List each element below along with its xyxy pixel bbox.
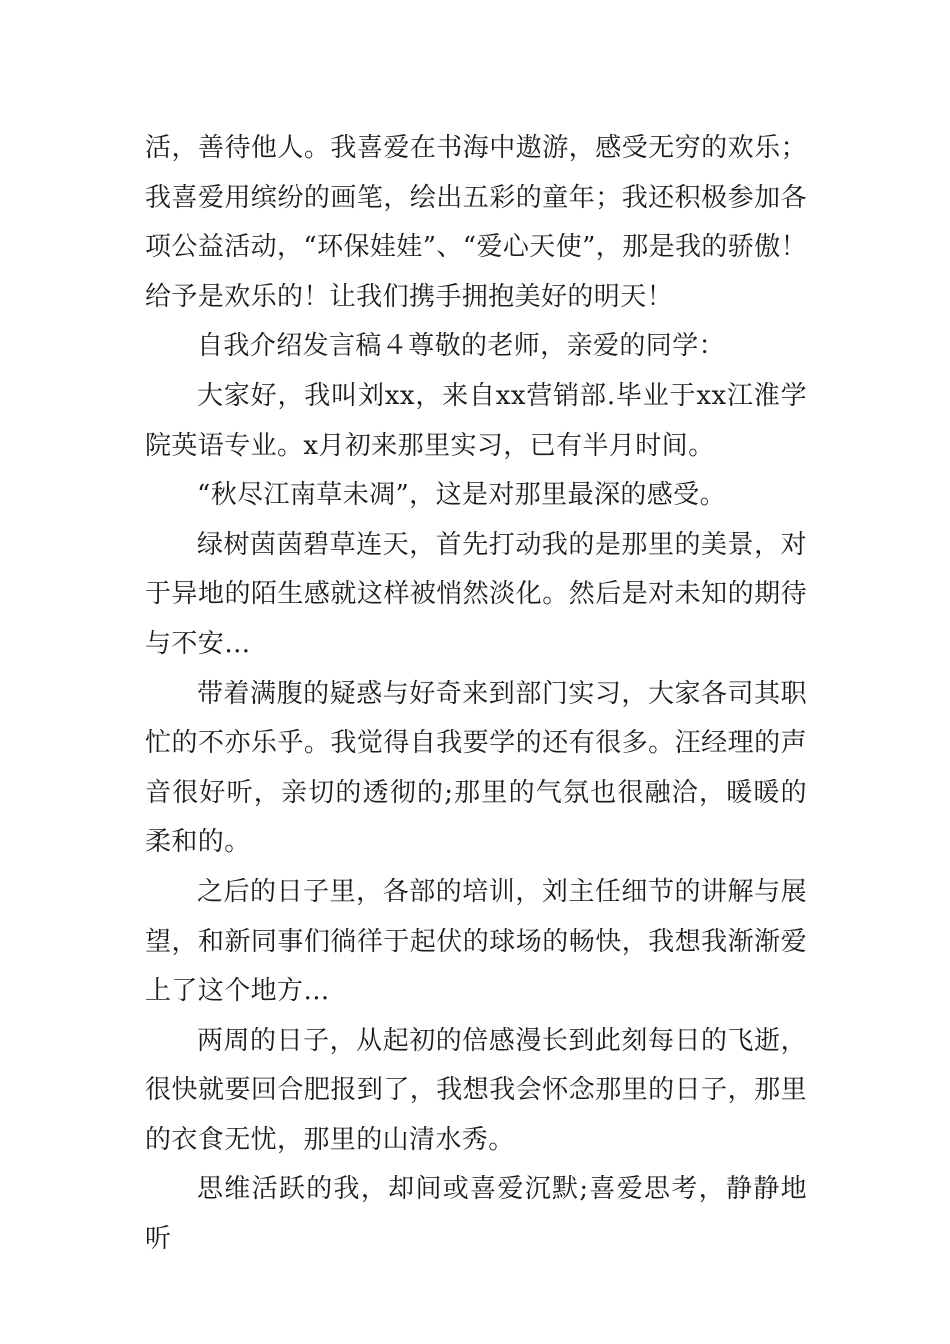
paragraph-6: 带着满腹的疑惑与好奇来到部门实习，大家各司其职忙的不亦乐乎。我觉得自我要学的还有很多。汪经理的声音很好听，亲切的透彻的;那里的气氛也很融洽，暖暖的柔和的。 xyxy=(145,678,807,858)
paragraph-1: 活，善待他人。我喜爱在书海中遨游，感受无穷的欢乐；我喜爱用缤纷的画笔，绘出五彩的童年；我还积极参加各项公益活动，“环保娃娃”、“爱心天使”，那是我的骄傲！给予是欢乐的！让我们携手拥抱美好的明天！ xyxy=(145,133,807,312)
paragraph-2: 自我介绍发言稿４尊敬的老师，亲爱的同学： xyxy=(197,331,726,362)
paragraph-4: “秋尽江南草未凋”，这是对那里最深的感受。 xyxy=(197,480,726,511)
paragraph-8: 两周的日子，从起初的倍感漫长到此刻每日的飞逝，很快就要回合肥报到了，我想我会怀念那里的日子，那里的衣食无忧，那里的山清水秀。 xyxy=(145,1025,807,1155)
paragraph-7: 之后的日子里，各部的培训，刘主任细节的讲解与展望，和新同事们徜徉于起伏的球场的畅快，我想我渐渐爱上了这个地方… xyxy=(145,876,807,1007)
paragraph-9: 思维活跃的我，却间或喜爱沉默;喜爱思考，静静地听 xyxy=(145,1174,807,1255)
document-body xyxy=(145,124,807,1265)
paragraph-5: 绿树茵茵碧草连天，首先打动我的是那里的美景，对于异地的陌生感就这样被悄然淡化。然后是对未知的期待与不安… xyxy=(145,529,807,659)
paragraph-3: 大家好，我叫刘xx，来自xx营销部.毕业于xx江淮学院英语专业。x月初来那里实习，已有半月时间。 xyxy=(145,380,807,461)
